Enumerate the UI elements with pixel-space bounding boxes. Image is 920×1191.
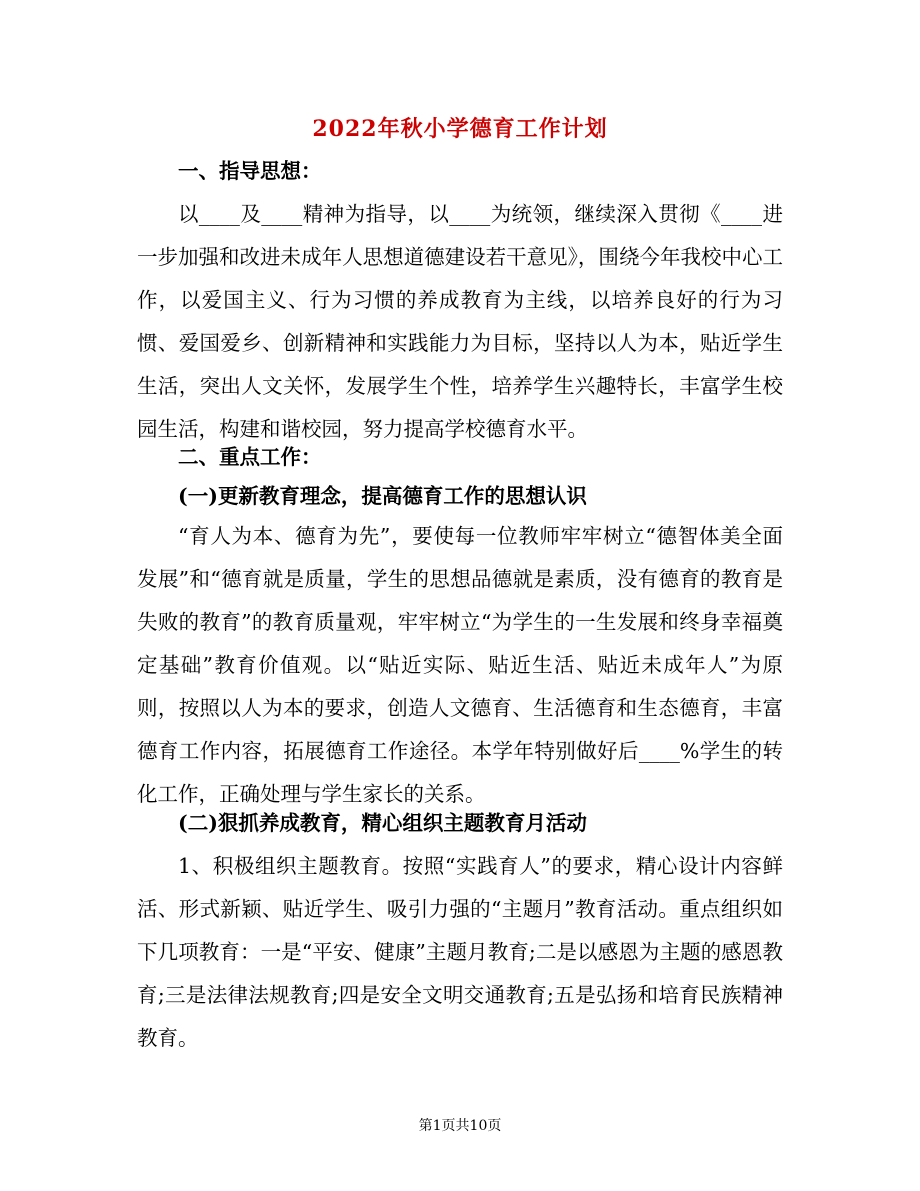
subsection1-paragraph: “育人为本、德育为先”，要使每一位教师牢牢树立“德智体美全面发展”和“德育就是质量，学生的思想品德就是素质，没有德育的教育是失败的教育”的教育质量观，牢牢树立“为学生的一生发展和终身幸福奠定基础”教育价值观。以“贴近实际、贴近生活、贴近未成年人”为原则，按照以人为本的要求，创造人文德育、生活德育和生态德育，丰富德育工作内容，拓展德育工作途径。本学年特别做好后____%学生的转化工作，正确处理与学生家长的关系。 [137,524,783,806]
subsection2-heading: (二)狠抓养成教育，精心组织主题教育月活动 [178,811,587,835]
section2-heading: 二、重点工作： [178,445,322,469]
section1-heading: 一、指导思想： [178,159,322,183]
subsection2-paragraph: 1、积极组织主题教育。按照“实践育人”的要求，精心设计内容鲜活、形式新颖、贴近学生、吸引力强的“主题月”教育活动。重点组织如下几项教育：一是“平安、健康”主题月教育;二是以感恩为主题的感恩教育;三是法律法规教育;四是安全文明交通教育;五是弘扬和培育民族精神教育。 [137,854,783,1050]
page-number: 第1页共10页 [418,1118,502,1134]
section1-paragraph: 以____及____精神为指导，以____为统领，继续深入贯彻《____进一步加强和改进未成年人思想道德建设若干意见》，围绕今年我校中心工作，以爱国主义、行为习惯的养成教育为主线，以培养良好的行为习惯、爱国爱乡、创新精神和实践能力为目标，坚持以人为本，贴近学生生活，突出人文关怀，发展学生个性，培养学生兴趣特长，丰富学生校园生活，构建和谐校园，努力提高学校德育水平。 [137,202,783,441]
subsection1-heading: (一)更新教育理念，提高德育工作的思想认识 [178,484,587,508]
document-title: 2022年秋小学德育工作计划 [312,116,608,142]
